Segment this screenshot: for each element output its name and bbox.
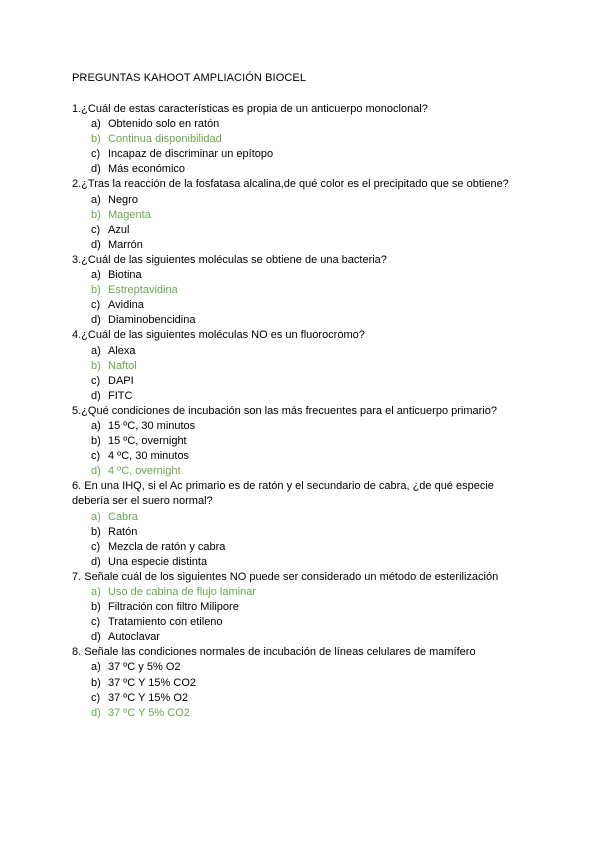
option-letter: b) <box>91 208 101 221</box>
option-letter: b) <box>91 601 101 614</box>
option-letter: d) <box>91 555 101 568</box>
option-letter: d) <box>91 631 101 644</box>
option-text: Marrón <box>108 238 143 251</box>
correct-answer-option <box>91 706 532 721</box>
question-text: 3.¿Cuál de las siguientes moléculas se obtiene de una bacteria? <box>72 253 387 266</box>
option-letter: a) <box>91 193 101 206</box>
option-text: FITC <box>108 389 133 402</box>
question-block <box>72 645 532 720</box>
option-text: 37 ºC Y 5% CO2 <box>108 706 190 719</box>
option-letter: a) <box>91 586 101 598</box>
option-letter: b) <box>91 359 101 372</box>
option-letter: c) <box>91 299 101 312</box>
option-letter: a) <box>91 269 101 282</box>
answer-option <box>91 344 532 359</box>
correct-answer-option <box>91 359 532 374</box>
question-text: 8. Señale las condiciones normales de incubación de líneas celulares de mamífero <box>72 646 476 659</box>
option-letter: d) <box>91 314 101 327</box>
option-letter: a) <box>91 661 101 674</box>
option-text: Una especie distinta <box>108 555 208 568</box>
option-text: Azul <box>108 223 130 236</box>
question-block <box>72 328 532 403</box>
option-text: Diaminobencidina <box>108 314 196 327</box>
answer-option <box>91 600 532 615</box>
question-text: 6. En una IHQ, si el Ac primario es de ratón y el secundario de cabra, ¿de qué especie debería ser el suero normal? <box>72 480 494 508</box>
answer-option <box>91 193 532 208</box>
question-text: 2.¿Tras la reacción de la fosfatasa alcalina,de qué color es el precipitado que se obtiene? <box>72 178 509 191</box>
answer-option <box>91 676 532 691</box>
question-text: 7. Señale cuál de los siguientes NO puede ser considerado un método de esterilización <box>72 570 499 583</box>
answer-option <box>91 630 532 645</box>
answer-option <box>91 449 532 464</box>
option-letter: d) <box>91 238 101 251</box>
option-letter: c) <box>91 691 101 704</box>
answer-option <box>91 555 532 570</box>
option-text: Avidina <box>108 299 144 312</box>
option-text: Estreptavidina <box>108 284 178 297</box>
option-text: Filtración con filtro Milipore <box>108 601 239 614</box>
option-text: Alexa <box>108 344 136 357</box>
option-text: 15 ºC, overnight <box>108 435 187 448</box>
question-block <box>72 102 532 177</box>
option-text: Naftol <box>108 359 137 372</box>
question-block <box>72 404 532 479</box>
option-text: 4 ºC, 30 minutos <box>108 450 190 463</box>
question-block <box>72 177 532 252</box>
option-text: 37 ºC y 5% O2 <box>108 661 181 674</box>
option-letter: a) <box>91 510 101 523</box>
answer-option <box>91 540 532 555</box>
option-letter: b) <box>91 284 101 297</box>
document-title: PREGUNTAS KAHOOT AMPLIACIÓN BIOCEL <box>72 72 307 84</box>
option-text: Cabra <box>108 510 138 523</box>
correct-answer-option <box>91 283 532 298</box>
answer-option <box>91 117 532 132</box>
option-letter: b) <box>91 133 101 146</box>
option-letter: a) <box>91 419 101 432</box>
option-text: Tratamiento con etileno <box>108 616 223 629</box>
correct-answer-option <box>91 464 532 479</box>
option-letter: c) <box>91 374 101 387</box>
correct-answer-option <box>91 585 532 600</box>
option-text: Mezcla de ratón y cabra <box>108 540 226 553</box>
option-text: Uso de cabina de flujo laminar <box>108 586 256 598</box>
option-letter: b) <box>91 525 101 538</box>
answer-option <box>91 298 532 313</box>
answer-option <box>91 419 532 434</box>
option-letter: c) <box>91 223 101 236</box>
option-text: Magenta <box>108 208 151 221</box>
option-letter: c) <box>91 616 101 629</box>
option-text: Obtenido solo en ratón <box>108 118 220 131</box>
option-text: Más económico <box>108 163 186 176</box>
answer-option <box>91 615 532 630</box>
answer-option <box>91 434 532 449</box>
question-list <box>72 102 532 721</box>
correct-answer-option <box>91 208 532 223</box>
option-letter: d) <box>91 706 101 719</box>
question-block <box>72 570 532 645</box>
option-text: 37 ºC Y 15% CO2 <box>108 676 196 689</box>
answer-option <box>91 374 532 389</box>
question-text: 4.¿Cuál de las siguientes moléculas NO es un fluorocromo? <box>72 329 365 342</box>
answer-option <box>91 525 532 540</box>
answer-option <box>91 147 532 162</box>
option-letter: c) <box>91 450 101 463</box>
option-text: Autoclavar <box>108 631 160 644</box>
answer-option <box>91 223 532 238</box>
correct-answer-option <box>91 132 532 147</box>
question-block <box>72 253 532 328</box>
answer-option <box>91 691 532 706</box>
option-text: Incapaz de discriminar un epítopo <box>108 148 274 161</box>
option-letter: d) <box>91 465 101 478</box>
question-block <box>72 479 532 570</box>
option-letter: d) <box>91 389 101 402</box>
answer-option <box>91 389 532 404</box>
answer-option <box>91 162 532 177</box>
answer-option <box>91 268 532 283</box>
question-text: 1.¿Cuál de estas características es propia de un anticuerpo monoclonal? <box>72 103 428 115</box>
question-text: 5.¿Qué condiciones de incubación son las más frecuentes para el anticuerpo primario? <box>72 404 497 417</box>
option-text: Continua disponibilidad <box>108 133 222 146</box>
option-letter: b) <box>91 676 101 689</box>
option-text: 37 ºC Y 15% O2 <box>108 691 189 704</box>
option-text: Negro <box>108 193 138 206</box>
option-letter: d) <box>91 163 101 176</box>
option-letter: b) <box>91 435 101 448</box>
option-text: DAPI <box>108 374 134 387</box>
option-letter: a) <box>91 118 101 131</box>
option-letter: c) <box>91 148 101 161</box>
option-text: 15 ºC, 30 minutos <box>108 419 196 432</box>
option-text: Biotina <box>108 269 142 282</box>
correct-answer-option <box>91 510 532 525</box>
answer-option <box>91 238 532 253</box>
option-text: 4 ºC, overnight <box>108 465 181 478</box>
option-text: Ratón <box>108 525 138 538</box>
option-letter: a) <box>91 344 101 357</box>
answer-option <box>91 660 532 675</box>
answer-option <box>91 313 532 328</box>
option-letter: c) <box>91 540 101 553</box>
